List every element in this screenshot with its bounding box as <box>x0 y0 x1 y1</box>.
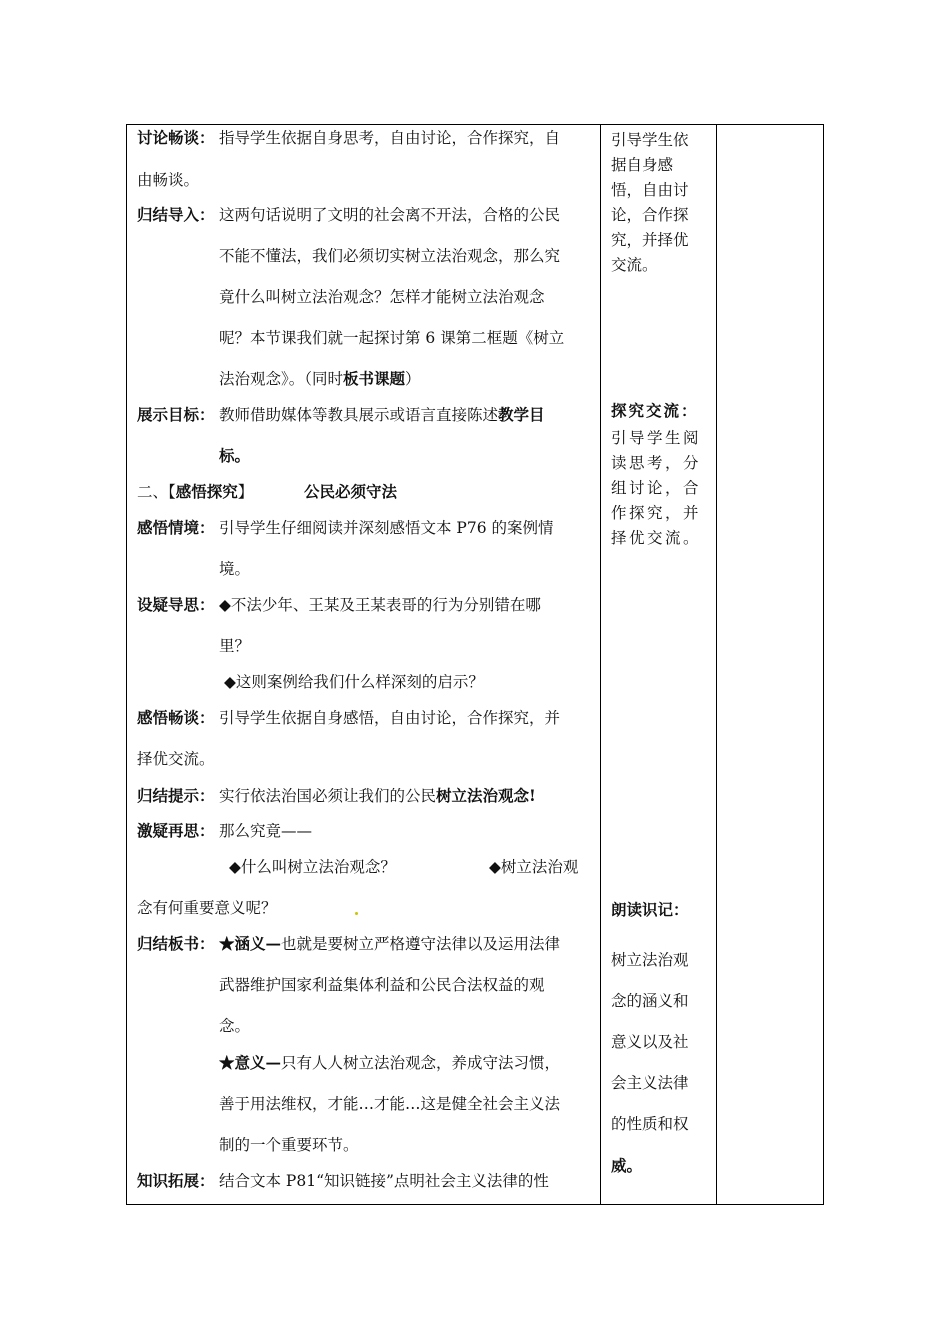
goal-label: 展示目标： <box>137 405 215 424</box>
significance-text-cont: 善于用法维权，才能…才能…这是健全社会主义法 <box>219 1095 561 1113</box>
hint-text: 实行依法治国必须让我们的公民 <box>219 787 437 805</box>
significance-star-label: ★意义— <box>219 1053 282 1072</box>
intro-line-text: 法治观念》。（同时 <box>219 370 344 388</box>
rethink-question: ◆什么叫树立法治观念？ <box>229 858 396 876</box>
situation-text: 引导学生仔细阅读并深刻感悟文本 P76 的案例情 <box>219 519 554 537</box>
side-explore-line: 读思考，分 <box>611 454 702 472</box>
question-item: ◆不法少年、王某及王某表哥的行为分别错在哪 <box>219 596 541 614</box>
side-guide-line: 交流。 <box>611 256 658 274</box>
significance-text: 只有人人树立法治观念，养成守法习惯， <box>281 1054 561 1072</box>
side-read-line: 会主义法律 <box>611 1074 689 1092</box>
goal-line <box>219 405 545 425</box>
rethink-question-cont: 念有何重要意义呢？ <box>137 899 277 917</box>
side-guide <box>611 128 689 278</box>
goal-line-cont: 标。 <box>219 446 251 465</box>
question-item-cont: 里？ <box>219 637 251 655</box>
significance-text-cont: 制的一个重要环节。 <box>219 1136 359 1154</box>
rethink-text: 那么究竟—— <box>219 822 313 840</box>
expand-text: 结合文本 P81“知识链接”点明社会主义法律的性 <box>219 1172 549 1190</box>
side-guide-line: 悟，自由讨 <box>611 181 689 199</box>
side-guide-line: 论，合作探 <box>611 206 689 224</box>
question-item: ◆这则案例给我们什么样深刻的启示？ <box>224 673 484 691</box>
discuss-label: 讨论畅谈： <box>137 128 215 147</box>
intro-line: 这两句话说明了文明的社会离不开法，合格的公民 <box>219 206 561 224</box>
discuss-text-cont: 由畅谈。 <box>137 171 200 189</box>
side-explore <box>611 426 701 551</box>
board-meaning-line <box>219 934 560 954</box>
intro-line: 不能不懂法，我们必须切实树立法治观念，那么究 <box>219 247 561 265</box>
intro-line: 竟什么叫树立法治观念？怎样才能树立法治观念 <box>219 288 545 306</box>
side-explore-line: 择优交流。 <box>611 529 702 547</box>
side-explore-label: 探究交流： <box>611 401 699 420</box>
board-label: 归结板书： <box>137 934 215 953</box>
situation-text-cont: 境。 <box>219 560 251 578</box>
rethink-label: 激疑再思： <box>137 821 215 840</box>
intro-line: 呢？本节课我们就一起探讨第 6 课第二框题《树立 <box>219 329 565 347</box>
feel-label: 感悟畅谈： <box>137 708 215 727</box>
side-read-line: 的性质和权 <box>611 1115 689 1133</box>
section-prefix: 二、【 <box>137 483 176 501</box>
hint-label: 归结提示： <box>137 786 215 805</box>
section-title: 公民必须守法 <box>304 482 398 501</box>
side-read <box>611 940 689 1186</box>
intro-line <box>219 369 421 389</box>
section-heading <box>137 482 253 502</box>
meaning-star-label: ★涵义— <box>219 934 282 953</box>
side-read-label: 朗读识记： <box>611 900 689 919</box>
section-bracket-text: 感悟探究 <box>175 482 238 501</box>
section-close: 】 <box>237 483 254 501</box>
board-significance-line <box>219 1053 560 1073</box>
side-read-line: 意义以及社 <box>611 1033 689 1051</box>
side-read-line: 树立法治观 <box>611 951 689 969</box>
side-guide-line: 引导学生依 <box>611 131 689 149</box>
discuss-text: 指导学生依据自身思考，自由讨论，合作探究，自 <box>219 129 561 147</box>
intro-label: 归结导入： <box>137 205 215 224</box>
hint-bold: 树立法治观念! <box>436 786 536 805</box>
hint-line <box>219 786 536 806</box>
column-divider <box>600 125 601 1204</box>
expand-label: 知识拓展： <box>137 1171 215 1190</box>
feel-text-cont: 择优交流。 <box>137 750 215 768</box>
side-guide-line: 究，并择优 <box>611 231 689 249</box>
column-divider <box>716 125 717 1204</box>
side-explore-line: 引导学生阅 <box>611 429 702 447</box>
stray-dot-mark <box>355 912 358 915</box>
meaning-text-cont: 武器维护国家利益集体利益和公民合法权益的观 <box>219 976 545 994</box>
situation-label: 感悟情境： <box>137 518 215 537</box>
question-label: 设疑导思： <box>137 595 215 614</box>
side-read-line: 念的涵义和 <box>611 992 689 1010</box>
board-title-text: 板书课题 <box>343 369 406 388</box>
goal-bold: 教学目 <box>498 405 545 424</box>
rethink-question: ◆树立法治观 <box>489 858 579 876</box>
meaning-text-cont: 念。 <box>219 1017 251 1035</box>
side-explore-line: 作探究，并 <box>611 504 702 522</box>
side-explore-line: 组讨论，合 <box>611 479 702 497</box>
intro-line-end: ） <box>405 370 421 388</box>
side-guide-line: 据自身感 <box>611 156 674 174</box>
feel-text: 引导学生依据自身感悟，自由讨论，合作探究，并 <box>219 709 561 727</box>
side-read-line: 威。 <box>611 1156 643 1175</box>
goal-text: 教师借助媒体等教具展示或语言直接陈述 <box>219 406 499 424</box>
meaning-text: 也就是要树立严格遵守法律以及运用法律 <box>281 935 561 953</box>
